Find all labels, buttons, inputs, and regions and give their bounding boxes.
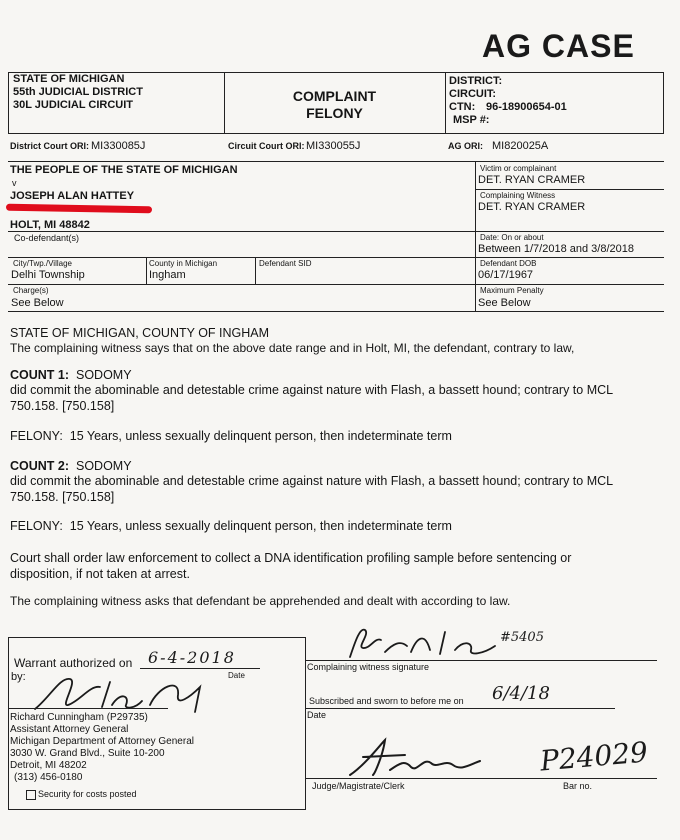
victim-label: Victim or complainant bbox=[480, 164, 557, 173]
victim-value: DET. RYAN CRAMER bbox=[478, 174, 586, 186]
doc-title-complaint: COMPLAINT bbox=[292, 88, 377, 104]
ag-ori-value: MI820025A bbox=[492, 140, 549, 152]
district-ori-label: District Court ORI: bbox=[10, 141, 90, 151]
count-2-label: COUNT 2: bbox=[10, 459, 70, 473]
circuit-label: CIRCUIT: bbox=[449, 88, 497, 100]
people-of-michigan: THE PEOPLE OF THE STATE OF MICHIGAN bbox=[10, 164, 238, 176]
count-1-felony-text: 15 Years, unless sexually delinquent person, then indeterminate term bbox=[69, 429, 452, 443]
count-2-felony-label: FELONY: bbox=[10, 519, 63, 533]
count-1-felony bbox=[10, 428, 452, 444]
warrant-authorized-label: Warrant authorized on bbox=[14, 656, 133, 670]
bar-number-label: Bar no. bbox=[563, 781, 593, 791]
city-value: Delhi Township bbox=[11, 269, 85, 281]
sworn-label: Subscribed and sworn to before me on bbox=[309, 696, 464, 706]
count-2-felony bbox=[10, 518, 452, 534]
msp-label: MSP #: bbox=[453, 114, 490, 126]
defendant-city: HOLT, MI 48842 bbox=[10, 219, 90, 231]
versus: v bbox=[12, 178, 17, 188]
count-2-title: SODOMY bbox=[75, 459, 132, 473]
bar-number-handwritten: P24029 bbox=[538, 735, 650, 778]
judge-signature bbox=[345, 735, 485, 779]
closing-statement: The complaining witness asks that defendant be apprehended and dealt with according to law. bbox=[10, 594, 511, 608]
witness-label: Complaining Witness bbox=[480, 191, 556, 200]
count-1-label: COUNT 1: bbox=[10, 368, 70, 382]
count-2-text-1: did commit the abominable and detestable crime against nature with Flash, a bassett hound; contrary to MCL bbox=[10, 474, 614, 488]
signer-name: Richard Cunningham (P29735) bbox=[10, 712, 148, 723]
signer-address-2: Detroit, MI 48202 bbox=[10, 760, 87, 771]
sworn-date-label: Date bbox=[307, 710, 327, 720]
witness-value: DET. RYAN CRAMER bbox=[478, 201, 586, 213]
count-2-felony-text: 15 Years, unless sexually delinquent person, then indeterminate term bbox=[69, 519, 452, 533]
doc-title-felony: FELONY bbox=[306, 105, 363, 121]
witness-signature bbox=[345, 622, 505, 662]
date-value: Between 1/7/2018 and 3/8/2018 bbox=[478, 243, 634, 255]
count-1-felony-label: FELONY: bbox=[10, 429, 63, 443]
court-line-3: 30L JUDICIAL CIRCUIT bbox=[13, 99, 134, 111]
county-value: Ingham bbox=[149, 269, 186, 281]
warrant-authorized-date: 6-4-2018 bbox=[148, 648, 236, 667]
defendant-name: JOSEPH ALAN HATTEY bbox=[10, 190, 135, 202]
prosecutor-signature bbox=[30, 667, 230, 717]
court-line-2: 55th JUDICIAL DISTRICT bbox=[13, 86, 143, 98]
sid-label: Defendant SID bbox=[259, 259, 312, 268]
charge-label: Charge(s) bbox=[13, 286, 49, 295]
city-label: City/Twp./Village bbox=[13, 259, 72, 268]
security-checkbox[interactable] bbox=[26, 790, 36, 800]
witness-signature-label: Complaining witness signature bbox=[307, 662, 430, 672]
intro: The complaining witness says that on the above date range and in Holt, MI, the defendant, contrary to law, bbox=[10, 341, 575, 355]
dob-label: Defendant DOB bbox=[480, 259, 537, 268]
signer-address-1: 3030 W. Grand Blvd., Suite 10-200 bbox=[10, 748, 165, 759]
signer-dept: Michigan Department of Attorney General bbox=[10, 736, 194, 747]
count-1-title: SODOMY bbox=[75, 368, 132, 382]
codefendants-label: Co-defendant(s) bbox=[14, 233, 80, 243]
charge-value: See Below bbox=[11, 297, 64, 309]
sworn-date: 6/4/18 bbox=[492, 683, 550, 704]
security-label: Security for costs posted bbox=[38, 789, 137, 799]
district-label: DISTRICT: bbox=[449, 75, 503, 87]
warrant-by-label: by: bbox=[11, 671, 26, 683]
penalty-value: See Below bbox=[478, 297, 531, 309]
penalty-label: Maximum Penalty bbox=[480, 286, 544, 295]
date-label: Date: On or about bbox=[480, 233, 544, 242]
venue: STATE OF MICHIGAN, COUNTY OF INGHAM bbox=[10, 326, 270, 340]
county-label: County in Michigan bbox=[149, 259, 218, 268]
red-underline-mark bbox=[6, 204, 152, 214]
ag-case-stamp: AG CASE bbox=[482, 28, 635, 64]
signer-title: Assistant Attorney General bbox=[10, 724, 129, 735]
dob-value: 06/17/1967 bbox=[478, 269, 534, 281]
circuit-ori-label: Circuit Court ORI: bbox=[228, 141, 305, 151]
count-2-heading bbox=[10, 458, 132, 474]
warrant-date-label: Date bbox=[228, 671, 245, 680]
dna-line-1: Court shall order law enforcement to collect a DNA identification profiling sample before sentencing or bbox=[10, 551, 572, 565]
badge-number: #5405 bbox=[500, 630, 544, 645]
count-1-text-2: 750.158. [750.158] bbox=[10, 399, 115, 413]
count-2-text-2: 750.158. [750.158] bbox=[10, 490, 115, 504]
judge-label: Judge/Magistrate/Clerk bbox=[312, 781, 405, 791]
court-line-1: STATE OF MICHIGAN bbox=[13, 73, 125, 85]
circuit-ori-value: MI330055J bbox=[306, 140, 361, 152]
ag-ori-label: AG ORI: bbox=[448, 141, 483, 151]
dna-line-2: disposition, if not taken at arrest. bbox=[10, 567, 190, 581]
district-ori-value: MI330085J bbox=[91, 140, 146, 152]
count-1-text-1: did commit the abominable and detestable crime against nature with Flash, a bassett hound; contrary to MCL bbox=[10, 383, 614, 397]
signer-phone: (313) 456-0180 bbox=[14, 772, 83, 783]
ctn-label: CTN: bbox=[449, 101, 476, 113]
ctn-value: 96-18900654-01 bbox=[486, 101, 567, 113]
count-1-heading bbox=[10, 367, 132, 383]
